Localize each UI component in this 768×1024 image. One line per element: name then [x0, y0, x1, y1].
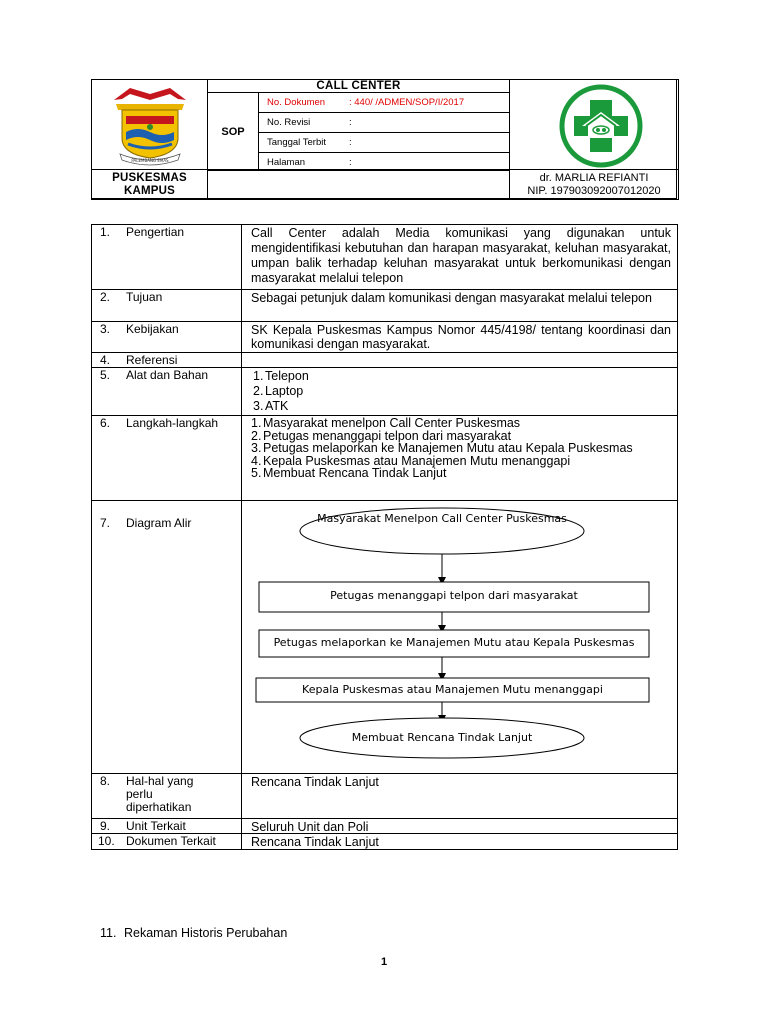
row-content: Call Center adalah Media komunikasi yang digunakan untuk mengidentifikasi kebutuhan dan harapan masyarakat, keluhan masyarakat, umpan balik terhadap keluhan masyarakat untuk berkomunikasi dengan masyarakat melalui telepon [251, 226, 671, 285]
flow-start-text: Masyarakat Menelpon Call Center Puskesmas [317, 512, 567, 525]
field-label: No. Revisi [267, 117, 311, 128]
field-label: Halaman [267, 157, 306, 168]
sop-header-table [91, 79, 677, 199]
field-no-dokumen [258, 92, 510, 113]
field-no-revisi [258, 112, 510, 133]
list-item: 5. Membuat Rencana Tindak Lanjut [251, 466, 447, 480]
row-alat-bahan [91, 368, 678, 416]
list-item: 1. Telepon [253, 369, 309, 383]
field-value: : 440/ /ADMEN/SOP/I/2017 [349, 97, 465, 108]
sop-content-table [91, 224, 678, 850]
signatory-nip: NIP. 197903092007012020 [527, 185, 661, 197]
row-label: Tujuan [126, 290, 163, 304]
row-number: 7. [100, 516, 111, 530]
list-item: 4. Kepala Puskesmas atau Manajemen Mutu menanggapi [251, 453, 571, 468]
row-content: Rencana Tindak Lanjut [251, 835, 379, 849]
row-unit-terkait [91, 819, 678, 834]
palembang-city-logo [92, 80, 209, 171]
svg-text:PALEMBANG EMAS: PALEMBANG EMAS [131, 158, 169, 163]
row-label: Kebijakan [126, 322, 179, 336]
row-label: Referensi [126, 353, 178, 367]
section-heading-rekaman [100, 926, 287, 940]
row-number: 6. [100, 416, 111, 430]
section-title: Rekaman Historis Perubahan [124, 926, 288, 940]
field-value: : [349, 117, 352, 128]
flowchart [242, 501, 677, 773]
row-content [242, 353, 677, 367]
row-label: Langkah-langkah [126, 416, 219, 430]
flow-end-text: Membuat Rencana Tindak Lanjut [351, 731, 533, 744]
signatory-name: dr. MARLIA REFIANTI [539, 172, 649, 184]
row-label: Hal-hal yang perlu diperhatikan [126, 774, 194, 814]
row-number: 8. [100, 774, 111, 788]
row-tujuan [91, 290, 678, 322]
list-item: 1. Masyarakat menelpon Call Center Puskesmas [251, 416, 521, 430]
org-name [91, 169, 208, 200]
row-langkah [91, 416, 678, 501]
puskesmas-logo-cell [509, 79, 679, 170]
row-label: Dokumen Terkait [126, 834, 216, 848]
flow-step-text: Kepala Puskesmas atau Manajemen Mutu menanggapi [302, 683, 603, 696]
document-title: CALL CENTER [207, 79, 510, 93]
row-number: 2. [100, 290, 111, 304]
row-content: Seluruh Unit dan Poli [251, 820, 369, 834]
row-dokumen-terkait [91, 834, 678, 850]
row-label: Alat dan Bahan [126, 368, 209, 382]
field-label: No. Dokumen [267, 97, 326, 108]
sop-label: SOP [207, 92, 259, 171]
row-label: Unit Terkait [126, 819, 186, 833]
empty-cell [207, 169, 510, 200]
row-pengertian [91, 224, 678, 290]
row-number: 10. [98, 834, 115, 848]
list-item: 3. Petugas melaporkan ke Manajemen Mutu atau Kepala Puskesmas [251, 441, 633, 455]
row-number: 3. [100, 322, 111, 336]
row-number: 5. [100, 368, 111, 382]
row-content [242, 368, 677, 415]
row-number: 4. [100, 353, 111, 367]
row-number: 9. [100, 819, 111, 833]
field-value: : [349, 157, 352, 168]
row-content [242, 416, 677, 500]
row-label: Pengertian [126, 225, 185, 239]
row-hal-hal [91, 774, 678, 819]
row-number: 1. [100, 225, 111, 239]
row-kebijakan [91, 322, 678, 353]
flow-step-text: Petugas menanggapi telpon dari masyarakat [330, 589, 578, 602]
list-item: 2. Petugas menanggapi telpon dari masyarakat [251, 428, 512, 443]
list-item: 2. Laptop [253, 384, 304, 398]
signatory [509, 169, 679, 200]
field-value: : [349, 137, 352, 148]
org-name-line2: KAMPUS [123, 185, 176, 197]
row-content: Sebagai petunjuk dalam komunikasi dengan masyarakat melalui telepon [251, 291, 652, 305]
row-content: Rencana Tindak Lanjut [251, 775, 379, 789]
city-logo-cell [91, 79, 208, 170]
puskesmas-cross-icon [510, 80, 680, 171]
row-label: Diagram Alir [126, 516, 192, 530]
field-tanggal-terbit [258, 132, 510, 153]
org-name-line1: PUSKESMAS [112, 172, 187, 184]
section-number: 11. [100, 926, 117, 940]
flow-step-text: Petugas melaporkan ke Manajemen Mutu atau Kepala Puskesmas [273, 636, 635, 649]
row-diagram-alir [91, 501, 678, 774]
row-content: SK Kepala Puskesmas Kampus Nomor 445/4198/ tentang koordinasi dan komunikasi dengan masyarakat. [251, 323, 671, 351]
field-label: Tanggal Terbit [267, 137, 326, 148]
list-item: 3. ATK [253, 399, 289, 413]
row-referensi [91, 353, 678, 368]
page-number: 1 [380, 956, 388, 968]
